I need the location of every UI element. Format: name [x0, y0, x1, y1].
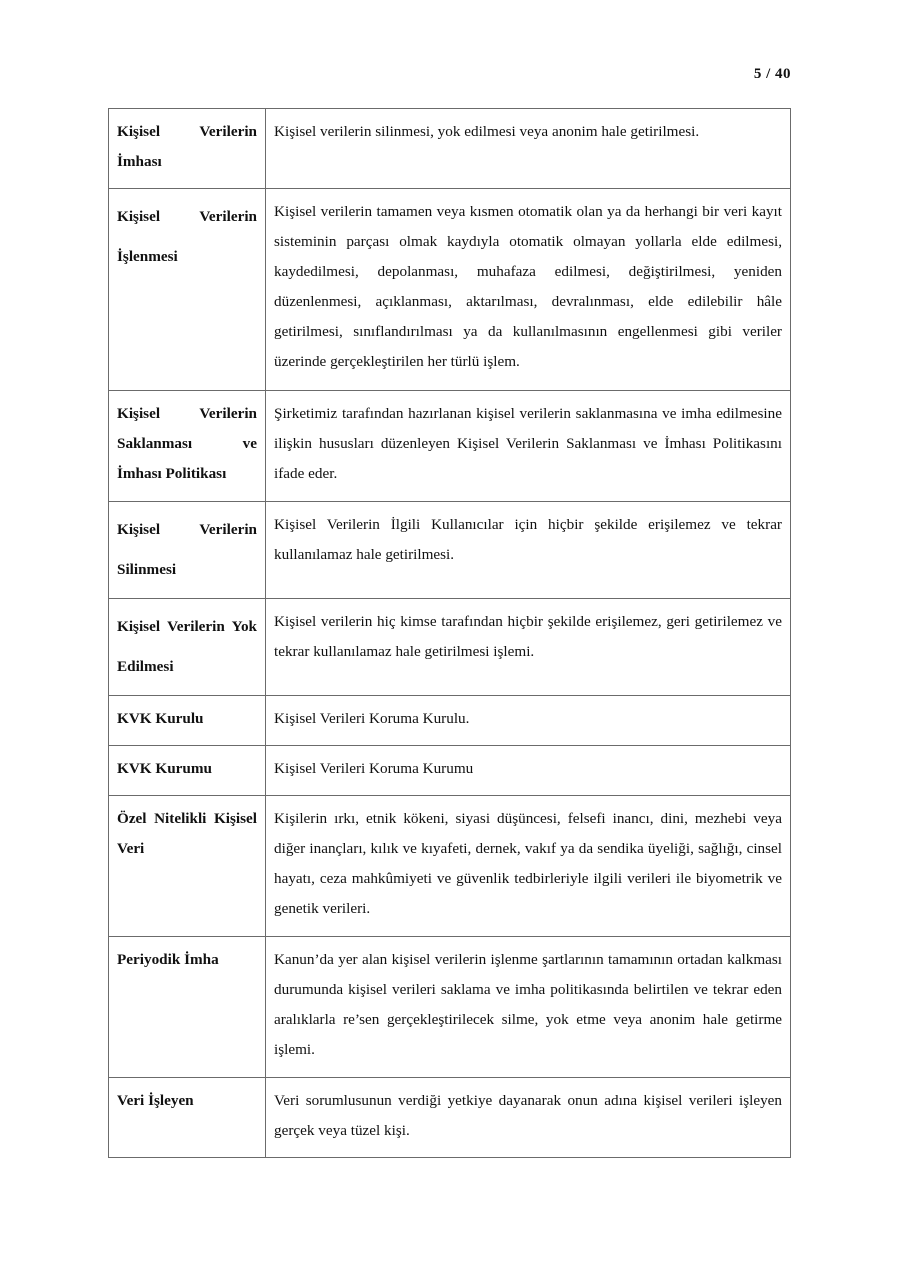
term-cell: Özel Nitelikli Kişisel Veri [109, 796, 266, 937]
table-row [109, 109, 791, 189]
table-row [109, 599, 791, 696]
definition-cell: Kişisel verilerin hiç kimse tarafından hiçbir şekilde erişilemez, geri getirilemez ve tekrar kullanılamaz hale getirilmesi işlemi. [266, 599, 791, 696]
table-row [109, 391, 791, 502]
term-cell: Kişisel Verilerin Saklanması ve İmhası Politikası [109, 391, 266, 502]
table-row [109, 746, 791, 796]
definition-cell: Kişisel Verileri Koruma Kurulu. [266, 696, 791, 746]
table-row [109, 502, 791, 599]
term-cell: Kişisel Verilerin İşlenmesi [109, 189, 266, 391]
definition-cell: Kişisel verilerin silinmesi, yok edilmesi veya anonim hale getirilmesi. [266, 109, 791, 189]
term-cell: Periyodik İmha [109, 937, 266, 1078]
definition-cell: Kişisel Verilerin İlgili Kullanıcılar için hiçbir şekilde erişilemez ve tekrar kullanılamaz hale getirilmesi. [266, 502, 791, 599]
term-cell: Veri İşleyen [109, 1078, 266, 1158]
table-row [109, 1078, 791, 1158]
term-cell: KVK Kurumu [109, 746, 266, 796]
definitions-table [108, 108, 791, 1158]
definition-cell: Veri sorumlusunun verdiği yetkiye dayanarak onun adına kişisel verileri işleyen gerçek veya tüzel kişi. [266, 1078, 791, 1158]
term-cell: Kişisel Verilerin Yok Edilmesi [109, 599, 266, 696]
term-cell: Kişisel Verilerin Silinmesi [109, 502, 266, 599]
table-row [109, 937, 791, 1078]
page-number: 5 / 40 [753, 66, 791, 82]
term-cell: Kişisel Verilerin İmhası [109, 109, 266, 189]
table-row [109, 696, 791, 746]
definition-cell: Şirketimiz tarafından hazırlanan kişisel verilerin saklanmasına ve imha edilmesine ilişkin hususları düzenleyen Kişisel Verilerin Saklanması ve İmhası Politikasını ifade eder. [266, 391, 791, 502]
definition-cell: Kişilerin ırkı, etnik kökeni, siyasi düşüncesi, felsefi inancı, dini, mezhebi veya diğer inançları, kılık ve kıyafeti, dernek, vakıf ya da sendika üyeliği, sağlığı, cinsel hayatı, ceza mahkûmiyeti ve güvenlik tedbirleriyle ilgili verileri ile biyometrik ve genetik verileri. [266, 796, 791, 937]
term-cell: KVK Kurulu [109, 696, 266, 746]
table-row [109, 796, 791, 937]
definition-cell: Kişisel verilerin tamamen veya kısmen otomatik olan ya da herhangi bir veri kayıt sisteminin parçası olmak kaydıyla otomatik olmayan yollarla elde edilmesi, kaydedilmesi, depolanması, muhafaza edilmesi, değiştirilmesi, yeniden düzenlenmesi, açıklanması, aktarılması, devralınması, elde edilebilir hâle getirilmesi, sınıflandırılması ya da kullanılmasının engellenmesi gibi veriler üzerinde gerçekleştirilen her türlü işlem. [266, 189, 791, 391]
table-row [109, 189, 791, 391]
definition-cell: Kanun’da yer alan kişisel verilerin işlenme şartlarının tamamının ortadan kalkması durumunda kişisel verileri saklama ve imha politikasında belirtilen ve tekrar eden aralıklarla re’sen gerçekleştirilecek silme, yok etme veya anonim hale getirme işlemi. [266, 937, 791, 1078]
definition-cell: Kişisel Verileri Koruma Kurumu [266, 746, 791, 796]
